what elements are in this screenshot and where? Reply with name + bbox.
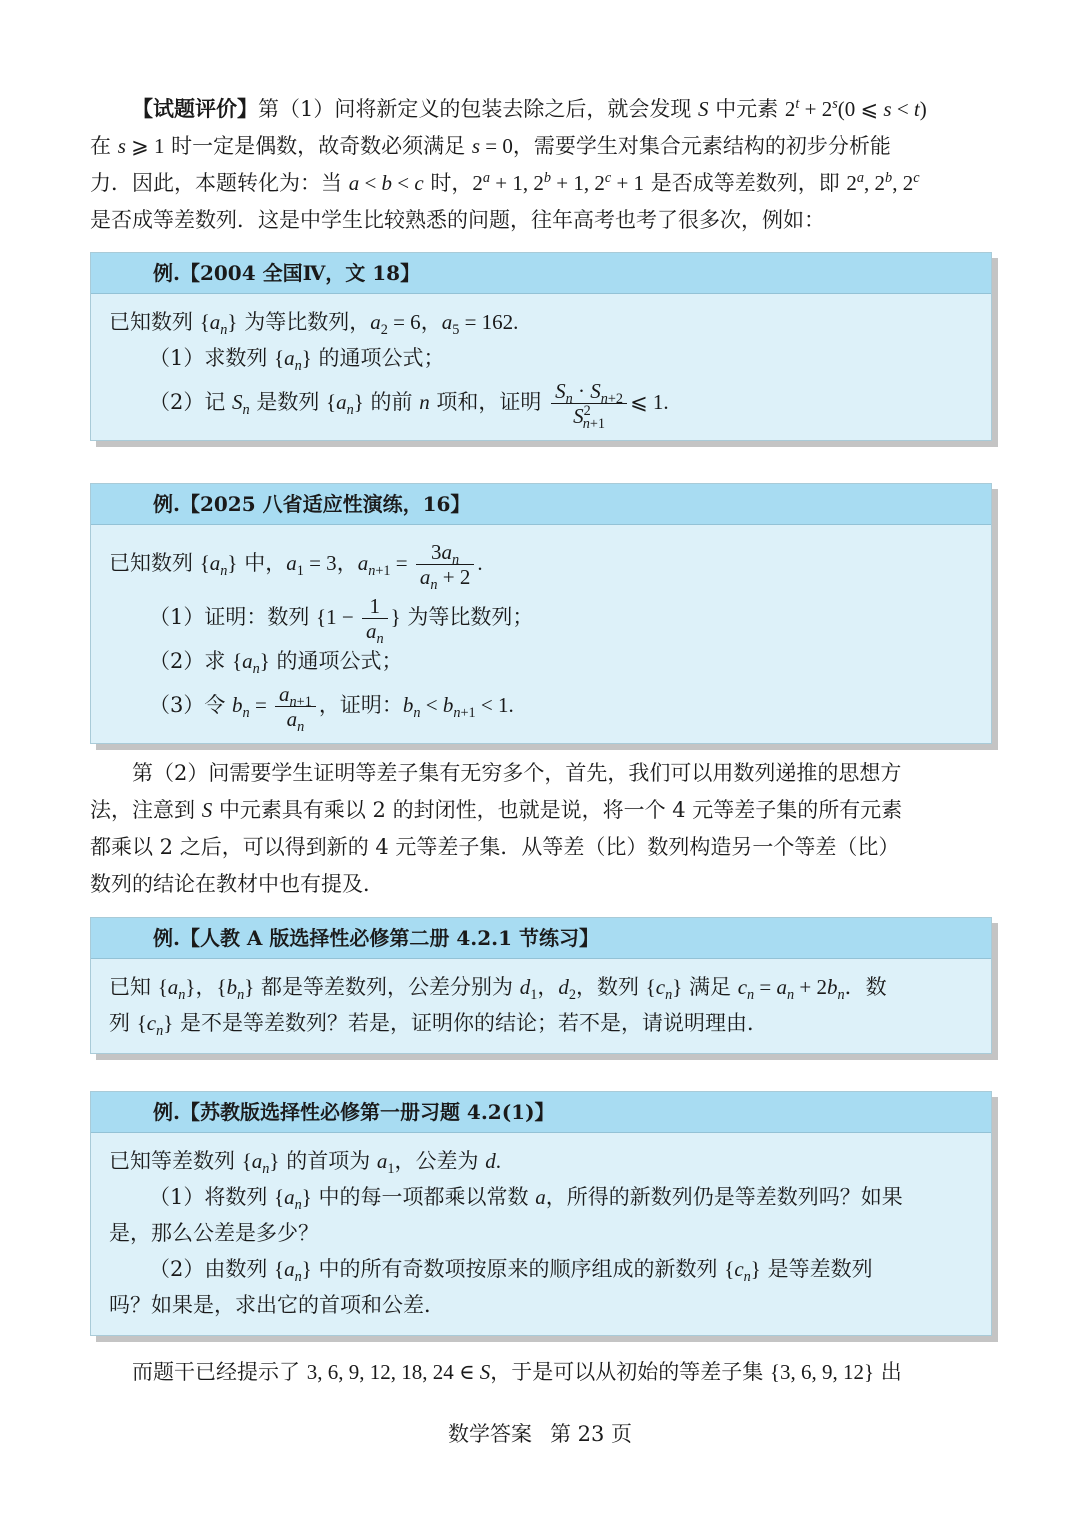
example-title: 例.【人教 A 版选择性必修第二册 4.2.1 节练习】	[91, 918, 991, 959]
example-box-2025: 例.【2025 八省适应性演练，16】 已知数列 $\{a_n\}$ 中，$a_1 = 3$，$a_{n+1}$ = $\frac{3a_n}{a_n + 2}$ . （1）证明：数列 {1 − $\frac{1}{a_n}$ } 为等比数列； （2）求 $\{a_n\}$ 的通项公式； （3）令 $b_n$ = $\frac{a_{n+1}}{a_n}$ ，证明：$b_n < b_{n+1} < 1$.	[90, 483, 992, 744]
fraction: $\frac{S_n \cdot S_{n+2}}{S^2_{n+1}}$	[551, 379, 627, 428]
page-footer	[0, 1418, 1080, 1448]
example-box-sujiao: 例.【苏教版选择性必修第一册习题 4.2(1)】 已知等差数列 $\{a_n\}$ 的首项为 $a_1$，公差为 d. （1）将数列 $\{a_n\}$ 中的每一项都乘以常数 a，所得的新数列仍是等差数列吗？如果 是，那么公差是多少？ （2）由数列 $\{a_n\}$ 中的所有奇数项按原来的顺序组成的新数列 $\{c_n\}$ 是等差数列 吗？如果是，求出它的首项和公差．	[90, 1091, 992, 1336]
example-box-2004: 例.【2004 全国Ⅳ，文 18】 已知数列 $\{a_n\}$ 为等比数列，$a_2 = 6$，$a_5 = 162$. （1）求数列 $\{a_n\}$ 的通项公式； （2）记 $S_n$ 是数列 $\{a_n\}$ 的前 n 项和，证明 $\frac{S_n \cdot S_{n+2}}{S^2_{n+1}}$ ⩽ 1.	[90, 252, 992, 441]
fraction: $\frac{3a_n}{a_n + 2}$	[416, 540, 474, 589]
example-title: 例.【2004 全国Ⅳ，文 18】	[91, 253, 991, 294]
example-title: 例.【苏教版选择性必修第一册习题 4.2(1)】	[91, 1092, 991, 1133]
fraction: $\frac{a_{n+1}}{a_n}$	[275, 682, 316, 731]
page-number: 第 23 页	[549, 1422, 633, 1446]
formula-element: $2^t + 2^s(0$ ⩽ s < t)	[784, 96, 927, 121]
evaluation-paragraph: 【试题评价】第（1）问将新定义的包装去除之后，就会发现 S 中元素 $2^t + 2^s(0$ ⩽ s < t) 在 s ⩾ 1 时一定是偶数，故奇数必须满足 s = 0，需要学生对集合元素结构的初步分析能 力．因此，本题转化为：当 a < b < c 时，$2^a + 1$, $2^b + 1$, $2^c + 1$ 是否成等差数列，即 2$^a$, 2$^b$, 2$^c$ 是否成等差数列．这是中学生比较熟悉的问题，往年高考也考了很多次，例如：	[90, 96, 927, 232]
part2-paragraph: 第（2）问需要学生证明等差子集有无穷多个，首先，我们可以用数列递推的思想方 法，注意到 S 中元素具有乘以 2 的封闭性，也就是说，将一个 4 元等差子集的所有元素 都乘以 2 之后，可以得到新的 4 元等差子集．从等差（比）数列构造另一个等差（比） 数列的结论在教材中也有提及．	[90, 761, 903, 896]
closing-paragraph: 而题干已经提示了 3, 6, 9, 12, 18, 24 ∈ S，于是可以从初始的等差子集 {3, 6, 9, 12} 出	[132, 1360, 902, 1384]
fraction: $\frac{1}{a_n}$	[362, 594, 388, 643]
footer-subject: 数学答案	[447, 1422, 532, 1446]
evaluation-label: 【试题评价】	[132, 96, 258, 121]
example-title: 例.【2025 八省适应性演练，16】	[91, 484, 991, 525]
example-box-renjiao: 例.【人教 A 版选择性必修第二册 4.2.1 节练习】 已知 $\{a_n\}$，$\{b_n\}$ 都是等差数列，公差分别为 $d_1$，$d_2$，数列 $\{c_n\}$ 满足 $c_n = a_n + 2b_n$．数 列 $\{c_n\}$ 是不是等差数列？若是，证明你的结论；若不是，请说明理由．	[90, 917, 992, 1054]
